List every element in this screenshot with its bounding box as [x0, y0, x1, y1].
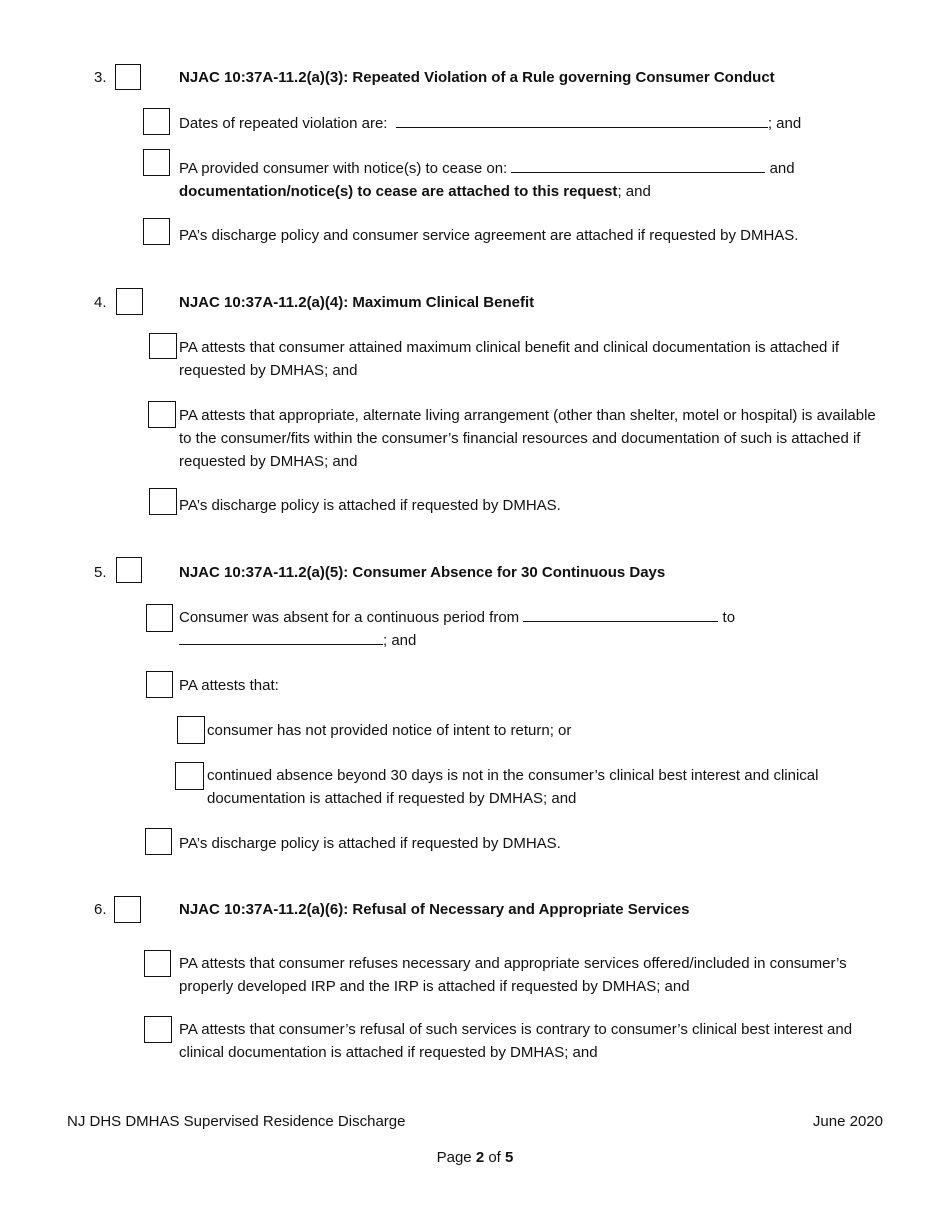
section-4-heading: NJAC 10:37A-11.2(a)(4): Maximum Clinical Benefit — [179, 294, 535, 311]
section-6-checkbox[interactable] — [114, 896, 141, 923]
section-4-number: 4. — [94, 294, 107, 311]
item-checkbox[interactable] — [149, 488, 177, 515]
section-5-heading: NJAC 10:37A-11.2(a)(5): Consumer Absence for 30 Continuous Days — [179, 564, 666, 581]
section-6-heading: NJAC 10:37A-11.2(a)(6): Refusal of Necessary and Appropriate Services — [179, 901, 690, 918]
section-3-checkbox[interactable] — [115, 64, 141, 90]
section-3-number: 3. — [94, 69, 107, 86]
from-date-field[interactable] — [523, 606, 718, 622]
item-text: PA provided consumer with notice(s) to cease on: and documentation/notice(s) to cease are attached to this request; and — [179, 157, 879, 203]
sub-item-text: continued absence beyond 30 days is not in the consumer’s clinical best interest and clinical documentation is attached if requested by DMHAS; and — [207, 767, 819, 807]
item-text: PA attests that consumer refuses necessary and appropriate services offered/included in consumer’s properly developed IRP and the IRP is attached if requested by DMHAS; and — [179, 955, 847, 995]
section-5-number: 5. — [94, 564, 107, 581]
item-checkbox[interactable] — [144, 1016, 172, 1043]
to-date-field[interactable] — [179, 629, 383, 645]
sub-item-text: consumer has not provided notice of intent to return; or — [207, 722, 572, 739]
item-text: PA attests that: — [179, 677, 279, 694]
section-4-checkbox[interactable] — [116, 288, 143, 315]
item-text: PA attests that consumer’s refusal of such services is contrary to consumer’s clinical best interest and clinical documentation is attached if requested by DMHAS; and — [179, 1021, 853, 1061]
item-checkbox[interactable] — [143, 149, 170, 176]
item-text: Dates of repeated violation are: ; and — [179, 112, 879, 135]
page-number: Page 2 of 5 — [436, 1149, 514, 1166]
item-text: PA attests that consumer attained maximum clinical benefit and clinical documentation is attached if requested by DMHAS; and — [179, 339, 840, 379]
item-checkbox[interactable] — [144, 950, 171, 977]
date-field[interactable] — [511, 157, 765, 173]
item-checkbox[interactable] — [143, 218, 170, 245]
item-text: PA attests that appropriate, alternate living arrangement (other than shelter, motel or hospital) is available to the consumer/fits within the consumer’s financial resources and documentation of such is attached if requested by DMHAS; and — [179, 407, 876, 470]
item-checkbox[interactable] — [145, 828, 172, 855]
date-field[interactable] — [396, 112, 768, 128]
item-text: PA’s discharge policy is attached if requested by DMHAS. — [179, 497, 561, 514]
item-checkbox[interactable] — [146, 604, 173, 632]
item-text: PA’s discharge policy and consumer service agreement are attached if requested by DMHAS. — [179, 227, 799, 244]
section-6-number: 6. — [94, 901, 107, 918]
footer-date: June 2020 — [812, 1113, 883, 1130]
item-checkbox[interactable] — [146, 671, 173, 698]
sub-item-checkbox[interactable] — [175, 762, 204, 790]
item-text: Consumer was absent for a continuous period from to ; and — [179, 606, 879, 652]
item-checkbox[interactable] — [148, 401, 176, 428]
item-checkbox[interactable] — [149, 333, 177, 359]
footer-title: NJ DHS DMHAS Supervised Residence Discharge — [67, 1113, 406, 1130]
item-text: PA’s discharge policy is attached if requested by DMHAS. — [179, 835, 561, 852]
section-3-heading: NJAC 10:37A-11.2(a)(3): Repeated Violation of a Rule governing Consumer Conduct — [179, 69, 775, 86]
sub-item-checkbox[interactable] — [177, 716, 205, 744]
item-checkbox[interactable] — [143, 108, 170, 135]
section-5-checkbox[interactable] — [116, 557, 142, 583]
